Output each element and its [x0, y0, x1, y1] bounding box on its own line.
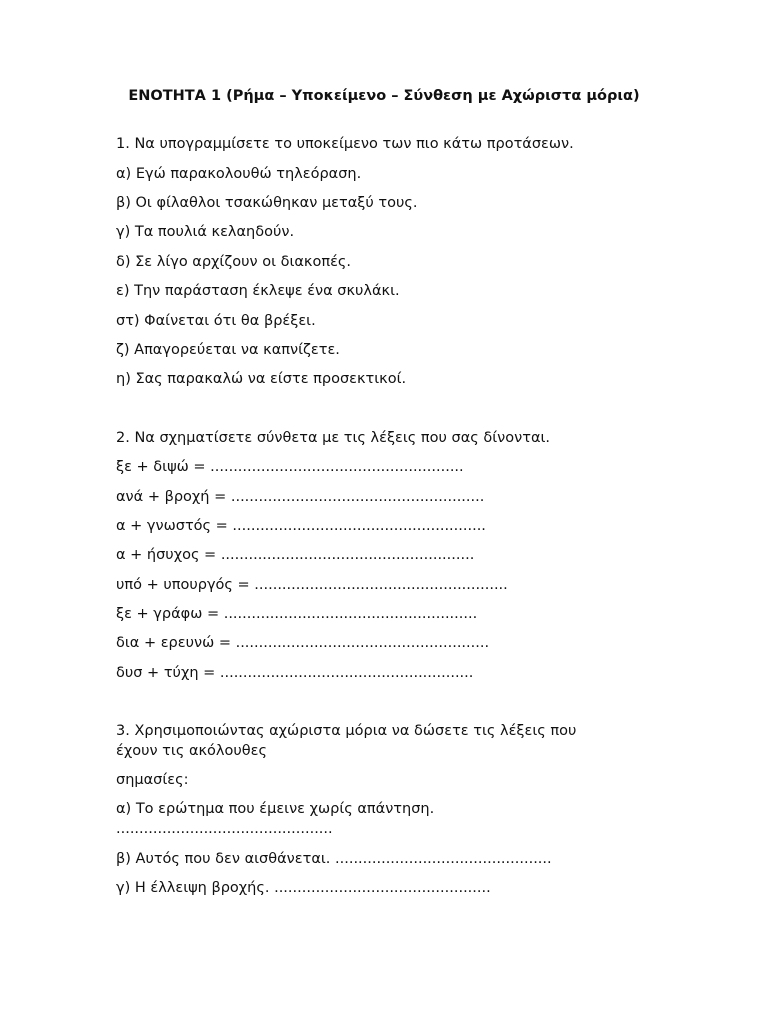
- section2-item: ξε + γράφω = .......................................................: [116, 606, 478, 622]
- section1-heading: 1. Να υπογραμμίσετε το υποκείμενο των πιο κάτω προτάσεων.: [116, 136, 574, 152]
- section1-item: β) Οι φίλαθλοι τσακώθηκαν μεταξύ τους.: [116, 195, 418, 211]
- section1-item: γ) Τα πουλιά κελαηδούν.: [116, 224, 295, 240]
- section1-item: ζ) Απαγορεύεται να καπνίζετε.: [116, 342, 340, 358]
- section3-item: α) Το ερώτημα που έμεινε χωρίς απάντηση.: [116, 801, 435, 817]
- section1-item: α) Εγώ παρακολουθώ τηλεόραση.: [116, 166, 362, 182]
- section1-item: η) Σας παρακαλώ να είστε προσεκτικοί.: [116, 371, 407, 387]
- section2-item: ξε + διψώ = .......................................................: [116, 459, 464, 475]
- section2-item: α + ήσυχος = .......................................................: [116, 547, 475, 563]
- section3-item: γ) Η έλλειψη βροχής. ...............................................: [116, 880, 491, 896]
- section2-item: δια + ερευνώ = .......................................................: [116, 635, 490, 651]
- section2-heading: 2. Να σχηματίσετε σύνθετα με τις λέξεις που σας δίνονται.: [116, 430, 551, 446]
- section3-item: β) Αυτός που δεν αισθάνεται. ...............................................: [116, 851, 552, 867]
- section3-heading-cont: έχουν τις ακόλουθες: [116, 743, 267, 759]
- section1-item: ε) Την παράσταση έκλεψε ένα σκυλάκι.: [116, 283, 400, 299]
- section3-heading-cont: σημασίες:: [116, 772, 189, 788]
- page-title: ΕΝΟΤΗΤΑ 1 (Ρήμα – Υποκείμενο – Σύνθεση με Αχώριστα μόρια): [128, 88, 640, 104]
- section2-item: ανά + βροχή = .......................................................: [116, 489, 485, 505]
- section1-item: δ) Σε λίγο αρχίζουν οι διακοπές.: [116, 254, 352, 270]
- section2-item: υπό + υπουργός = .......................................................: [116, 577, 508, 593]
- section3-heading: 3. Χρησιμοποιώντας αχώριστα μόρια να δώσετε τις λέξεις που: [116, 723, 577, 739]
- section3-answer-blank: ...............................................: [116, 821, 333, 837]
- section2-item: δυσ + τύχη = .......................................................: [116, 665, 474, 681]
- section1-item: στ) Φαίνεται ότι θα βρέξει.: [116, 313, 316, 329]
- section2-item: α + γνωστός = .......................................................: [116, 518, 486, 534]
